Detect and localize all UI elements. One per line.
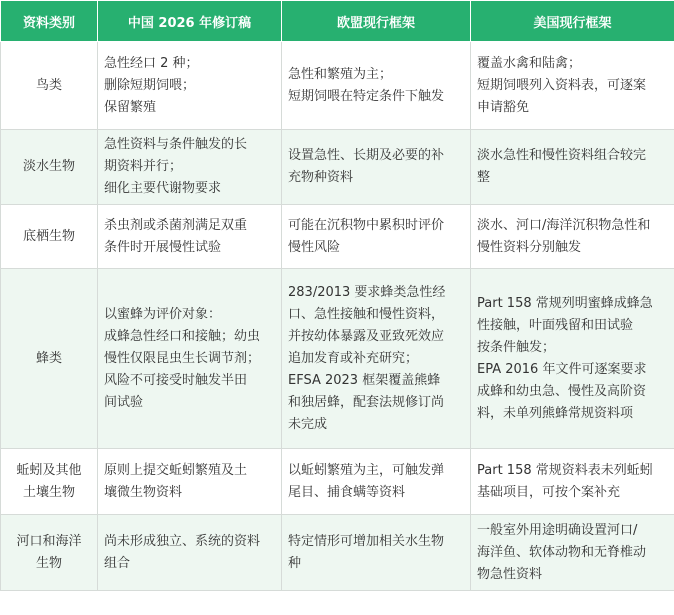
cell-line: 尚未形成独立、系统的资料 [104,533,261,549]
cell-line: 淡水急性和慢性资料组合较完 [477,148,647,163]
cell-line: 283/2013 要求蜂类急性经 [288,284,446,300]
cell-line: 短期饲喂在特定条件下触发 [288,88,445,104]
cell-line: 追加发育或补充研究； [288,350,419,366]
cell-category [1,449,98,515]
table-row [1,515,674,591]
table-row [1,269,674,449]
cell-eu [282,269,471,449]
cell-line: 料，未单列熊蜂常规资料项 [477,405,634,421]
cell-line: 条件时开展慢性试验 [104,239,222,255]
cell-line: 基础项目，可按个案补充 [477,484,621,500]
cell-line: 细化主要代谢物要求 [104,181,222,196]
cell-eu [282,205,471,269]
cell-line: 慢性仅限昆虫生长调节剂； [104,350,261,366]
cell-line: 成蜂和幼虫急、慢性及高阶资 [477,383,647,399]
cell-line: 海洋鱼、软体动物和无脊椎动 [477,544,647,560]
header-category: 资料类别 [1,1,98,42]
cell-line: 一般室外用途明确设置河口/ [477,522,638,538]
cell-line: 保留繁殖 [104,99,157,115]
cell-china [98,130,282,205]
cell-line: 原则上提交蚯蚓繁殖及土 [104,462,248,478]
cell-line: 土壤生物 [22,484,75,500]
cell-line: 急性经口 2 种； [104,55,199,71]
cell-line: 淡水生物 [22,159,75,174]
cell-eu [282,449,471,515]
cell-line: 期资料并行； [104,159,183,174]
cell-us [471,515,674,591]
cell-line: 风险不可接受时触发半田 [104,372,248,388]
cell-line: 间试验 [104,394,144,410]
cell-eu [282,42,471,130]
table-body [1,42,674,591]
cell-category [1,130,98,205]
header-eu: 欧盟现行框架 [282,1,471,42]
cell-line: 充物种资料 [288,170,354,185]
cell-line: 蚯蚓及其他 [16,462,82,478]
header-china: 中国 2026 年修订稿 [98,1,282,42]
cell-line: 蜂类 [35,350,62,366]
cell-line: 淡水、河口/海洋沉积物急性和 [477,217,651,233]
cell-line: 和独居蜂，配套法规修订尚 [288,394,445,410]
cell-us [471,269,674,449]
cell-line: 鸟类 [35,77,62,93]
cell-category [1,42,98,130]
cell-category [1,205,98,269]
cell-china [98,269,282,449]
cell-line: 申请豁免 [477,99,530,115]
cell-line: 性接触，叶面残留和田试验 [477,317,634,333]
cell-line: 可能在沉积物中累积时评价 [288,217,445,233]
cell-line: 河口和海洋 [16,533,82,549]
cell-line: 杀虫剂或杀菌剂满足双重 [104,217,248,233]
cell-line: 急性资料与条件触发的长 [104,137,248,152]
cell-us [471,130,674,205]
cell-category [1,515,98,591]
cell-line: 特定情形可增加相关水生物 [288,533,445,549]
header-us: 美国现行框架 [471,1,674,42]
table-row [1,449,674,515]
cell-china [98,449,282,515]
cell-us [471,205,674,269]
cell-line: 整 [477,170,491,185]
cell-line: 生物 [35,555,62,571]
table-row [1,130,674,205]
cell-line: 以蚯蚓繁殖为主，可触发弹 [288,462,445,478]
cell-china [98,42,282,130]
cell-line: 覆盖水禽和陆禽； [477,55,582,71]
cell-line: EPA 2016 年文件可逐案要求 [477,361,647,377]
cell-line: 按条件触发； [477,339,556,355]
cell-line: 尾目、捕食螨等资料 [288,484,406,500]
cell-line: 底栖生物 [22,228,75,244]
cell-line: 成蜂急性经口和接触；幼虫 [104,328,261,344]
cell-line: 未完成 [288,416,328,432]
cell-china [98,205,282,269]
cell-line: 以蜜蜂为评价对象： [104,306,222,322]
cell-china [98,515,282,591]
cell-line: 设置急性、长期及必要的补 [288,148,445,163]
cell-line: Part 158 常规资料表未列蚯蚓 [477,462,653,478]
cell-line: 急性和繁殖为主； [288,66,393,82]
cell-line: 慢性资料分别触发 [477,239,582,255]
cell-eu [282,130,471,205]
cell-us [471,449,674,515]
cell-line: 短期饲喂列入资料表，可逐案 [477,77,647,93]
cell-line: 并按幼体暴露及亚致死效应 [288,328,445,344]
cell-line: EFSA 2023 框架覆盖熊蜂 [288,372,441,388]
header-row [1,1,674,42]
cell-eu [282,515,471,591]
cell-line: 口、急性接触和慢性资料， [288,306,445,322]
cell-us [471,42,674,130]
cell-line: 壤微生物资料 [104,484,183,500]
cell-line: 物急性资料 [477,566,543,582]
cell-category [1,269,98,449]
table-row [1,205,674,269]
cell-line: Part 158 常规列明蜜蜂成蜂急 [477,295,653,311]
cell-line: 慢性风险 [288,239,341,255]
table-header [1,1,674,42]
table-row [1,42,674,130]
cell-line: 组合 [104,555,131,571]
cell-line: 删除短期饲喂； [104,77,196,93]
cell-line: 种 [288,555,302,571]
